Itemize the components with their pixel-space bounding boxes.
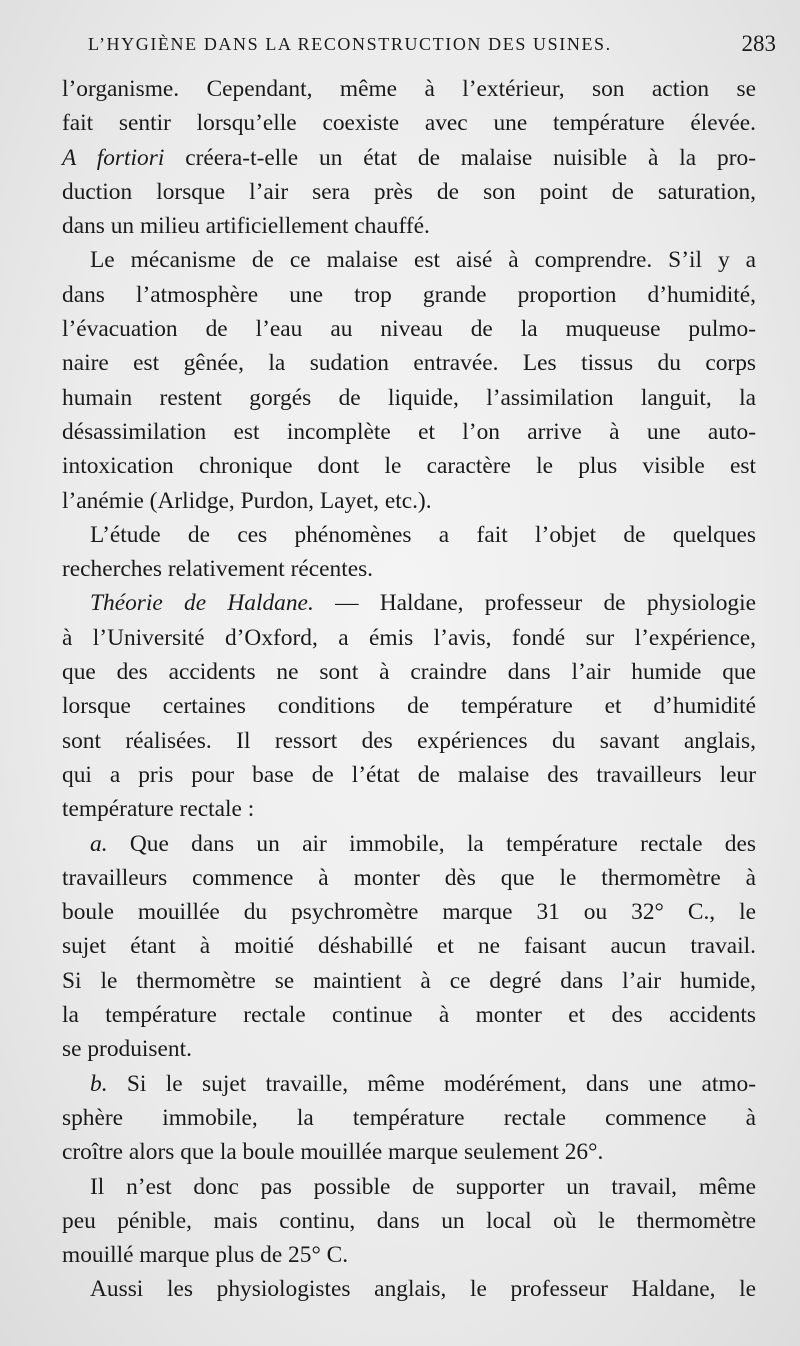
running-header xyxy=(88,31,776,64)
text-line xyxy=(62,552,756,586)
text-line xyxy=(62,346,756,380)
line-text: Le mécanisme de ce malaise est aisé à comprendre. S’il y a xyxy=(90,247,756,274)
text-line xyxy=(62,1067,756,1101)
line-text: Aussi les physiologistes anglais, le professeur Haldane, le xyxy=(90,1276,756,1303)
line-text: duction lorsque l’air sera près de son point de saturation, xyxy=(62,178,756,205)
line-text: dans un milieu artificiellement chauffé. xyxy=(62,213,430,240)
text-line xyxy=(62,278,756,312)
line-text: Que dans un air immobile, la température rectale des xyxy=(107,830,756,857)
line-text: — Haldane, professeur de physiologie xyxy=(313,590,756,617)
text-line xyxy=(62,724,756,758)
line-text: l’anémie (Arlidge, Purdon, Layet, etc.). xyxy=(62,487,432,514)
line-text: Il n’est donc pas possible de supporter un travail, même xyxy=(90,1173,756,1200)
line-text: Si le sujet travaille, même modérément, dans une atmo- xyxy=(107,1070,756,1097)
line-text: Si le thermomètre se maintient à ce degré dans l’air humide, xyxy=(62,967,756,994)
text-line xyxy=(62,1135,756,1169)
text-line xyxy=(62,586,756,620)
text-line xyxy=(62,758,756,792)
text-line xyxy=(62,72,756,106)
italic-run: Théorie de Haldane. xyxy=(90,590,314,617)
text-line xyxy=(62,861,756,895)
text-line xyxy=(62,1272,756,1306)
text-line xyxy=(62,792,756,826)
line-text: peu pénible, mais continu, dans un local où le thermomètre xyxy=(62,1207,756,1234)
text-line xyxy=(62,415,756,449)
text-line xyxy=(62,106,756,140)
text-line xyxy=(62,689,756,723)
line-text: se produisent. xyxy=(62,1036,192,1063)
text-line xyxy=(62,209,756,243)
text-line xyxy=(62,1101,756,1135)
text-line xyxy=(62,1238,756,1272)
line-text: la température rectale continue à monter et des accidents xyxy=(62,1002,756,1029)
italic-run: a. xyxy=(90,830,108,857)
line-text: L’étude de ces phénomènes a fait l’objet de quelques xyxy=(90,521,756,548)
line-text: l’évacuation de l’eau au niveau de la muqueuse pulmo- xyxy=(62,316,756,343)
line-text: naire est gênée, la sudation entravée. Les tissus du corps xyxy=(62,350,756,377)
line-text: que des accidents ne sont à craindre dans l’air humide que xyxy=(62,659,756,686)
line-text: l’organisme. Cependant, même à l’extérieur, son action se xyxy=(62,76,756,102)
line-text: boule mouillée du psychromètre marque 31 ou 32° C., le xyxy=(62,899,756,926)
line-text: qui a pris pour base de l’état de malaise des travailleurs leur xyxy=(62,761,756,788)
text-line xyxy=(62,243,756,277)
line-text: sont réalisées. Il ressort des expériences du savant anglais, xyxy=(62,727,756,754)
text-line xyxy=(62,175,756,209)
text-line xyxy=(62,655,756,689)
line-text: sujet étant à moitié déshabillé et ne faisant aucun travail. xyxy=(62,933,756,960)
text-line xyxy=(62,621,756,655)
line-text: fait sentir lorsqu’elle coexiste avec une température élevée. xyxy=(62,110,756,137)
line-text: travailleurs commence à monter dès que le thermomètre à xyxy=(62,864,756,891)
running-title: L’HYGIÈNE DANS LA RECONSTRUCTION DES USINES. xyxy=(88,34,612,54)
text-line xyxy=(62,1204,756,1238)
line-text: dans l’atmosphère une trop grande proportion d’humidité, xyxy=(62,281,756,308)
line-text: désassimilation est incomplète et l’on arrive à une auto- xyxy=(62,418,756,445)
text-line xyxy=(62,1170,756,1204)
line-text: intoxication chronique dont le caractère le plus visible est xyxy=(62,453,756,480)
text-line xyxy=(62,312,756,346)
text-line xyxy=(62,998,756,1032)
line-text: lorsque certaines conditions de température et d’humidité xyxy=(62,693,756,720)
line-text: température rectale : xyxy=(62,796,255,823)
line-text: recherches relativement récentes. xyxy=(62,556,374,583)
text-line xyxy=(62,1032,756,1066)
text-line xyxy=(62,827,756,861)
text-line xyxy=(62,964,756,998)
line-text: mouillé marque plus de 25° C. xyxy=(62,1242,349,1269)
body-text xyxy=(62,72,756,1307)
line-text: croître alors que la boule mouillée marque seulement 26°. xyxy=(62,1139,604,1166)
text-line xyxy=(62,895,756,929)
text-line xyxy=(62,484,756,518)
line-text: sphère immobile, la température rectale commence à xyxy=(62,1104,756,1131)
text-line xyxy=(62,141,756,175)
italic-run: b. xyxy=(90,1070,108,1097)
page-number: 283 xyxy=(741,31,776,56)
line-text: créera-t-elle un état de malaise nuisible à la pro- xyxy=(164,144,756,171)
line-text: humain restent gorgés de liquide, l’assimilation languit, la xyxy=(62,384,756,411)
text-line xyxy=(62,518,756,552)
text-line xyxy=(62,929,756,963)
italic-run: A fortiori xyxy=(62,144,165,171)
text-line xyxy=(62,381,756,415)
text-line xyxy=(62,449,756,483)
line-text: à l’Université d’Oxford, a émis l’avis, fondé sur l’expérience, xyxy=(62,624,756,651)
